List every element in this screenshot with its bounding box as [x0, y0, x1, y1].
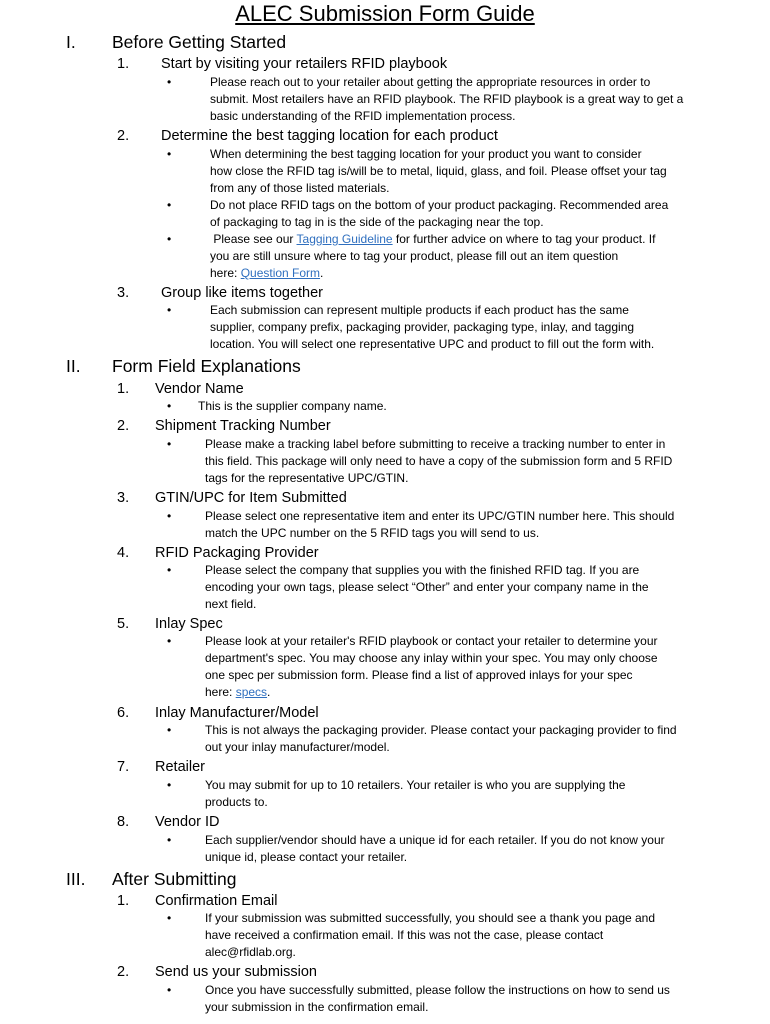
item-number: 2. [117, 964, 130, 980]
bullet-text-line: next field. [205, 597, 257, 611]
bullet-icon: • [167, 509, 172, 523]
bullet-text-line: out your inlay manufacturer/model. [205, 740, 390, 754]
bullet-icon: • [167, 399, 172, 413]
bullet-text-segment: . [320, 266, 324, 280]
item-number: 2. [117, 128, 130, 144]
bullet-icon: • [167, 563, 172, 577]
item-title: Vendor ID [155, 814, 220, 830]
section-numeral: III. [66, 869, 86, 889]
bullet-text-line: unique id, please contact your retailer. [205, 850, 408, 864]
bullet-text-segment: for further advice on where to tag your product. If [392, 232, 656, 246]
bullet-text-line: Each submission can represent multiple products if each product has the same [210, 303, 629, 317]
bullet-text-line: your submission in the confirmation email. [205, 1000, 429, 1014]
item-number: 6. [117, 705, 130, 721]
bullet-icon: • [167, 232, 172, 246]
bullet-text-line: products to. [205, 795, 268, 809]
bullet-icon: • [167, 723, 172, 737]
question-form-link[interactable]: Question Form [240, 266, 321, 280]
bullet-text-line: this field. This package will only need to have a copy of the submission form and 5 RFID [205, 454, 673, 468]
bullet-text-segment: . [267, 685, 271, 699]
bullet-text-line: Please look at your retailer's RFID playbook or contact your retailer to determine your [205, 634, 658, 648]
bullet-text-line [205, 684, 658, 701]
bullet-text-line: department's spec. You may choose any inlay within your spec. You may only choose [205, 651, 658, 665]
bullet-text-line: Each supplier/vendor should have a unique id for each retailer. If you do not know your [205, 833, 665, 847]
item-number: 7. [117, 759, 130, 775]
item-number: 1. [117, 893, 130, 909]
bullet-text-line: tags for the representative UPC/GTIN. [205, 471, 409, 485]
item-title: GTIN/UPC for Item Submitted [155, 490, 347, 506]
bullet-icon: • [167, 983, 172, 997]
section-title: Before Getting Started [112, 32, 287, 52]
item-number: 1. [117, 381, 130, 397]
bullet-text-segment: here: [205, 685, 236, 699]
section-title: Form Field Explanations [112, 356, 301, 376]
bullet-text-line: Please make a tracking label before submitting to receive a tracking number to enter in [205, 437, 666, 451]
item-number: 5. [117, 616, 130, 632]
bullet-text-line: how close the RFID tag is/will be to metal, liquid, glass, and foil. Please offset your tag [210, 164, 667, 178]
bullet-text-line: Please select one representative item and enter its UPC/GTIN number here. This should [205, 509, 675, 523]
bullet-text-line: Once you have successfully submitted, please follow the instructions on how to send us [205, 983, 670, 997]
item-title: RFID Packaging Provider [155, 545, 319, 561]
item-title: Vendor Name [155, 381, 244, 397]
bullet-icon: • [167, 634, 172, 648]
bullet-text-line [210, 231, 655, 248]
bullet-text-segment: Please see our [213, 232, 297, 246]
bullet-text-line: basic understanding of the RFID implementation process. [210, 109, 516, 123]
bullet-icon: • [167, 303, 172, 317]
bullet-text-line: This is the supplier company name. [198, 399, 387, 413]
item-title: Inlay Spec [155, 616, 223, 632]
page-title: ALEC Submission Form Guide [235, 1, 535, 26]
bullet-text-line: supplier, company prefix, packaging provider, packaging type, inlay, and tagging [210, 320, 635, 334]
bullet-text-line: match the UPC number on the 5 RFID tags you will send to us. [205, 526, 540, 540]
item-number: 4. [117, 545, 130, 561]
bullet-icon: • [167, 778, 172, 792]
bullet-text-line: Do not place RFID tags on the bottom of your product packaging. Recommended area [210, 198, 669, 212]
bullet-text-line: submit. Most retailers have an RFID playbook. The RFID playbook is a great way to get a [210, 92, 684, 106]
bullet-text-line: have received a confirmation email. If this was not the case, please contact [205, 928, 604, 942]
item-title: Send us your submission [155, 964, 317, 980]
item-number: 8. [117, 814, 130, 830]
bullet-text-line [210, 265, 655, 282]
item-number: 3. [117, 490, 130, 506]
item-title: Retailer [155, 759, 205, 775]
section-numeral: II. [66, 356, 81, 376]
bullet-text-line: Please reach out to your retailer about getting the appropriate resources in order to [210, 75, 651, 89]
bullet-text-line: from any of those listed materials. [210, 181, 390, 195]
bullet-text-line: one spec per submission form. Please find a list of approved inlays for your spec [205, 668, 633, 682]
item-title: Shipment Tracking Number [155, 418, 331, 434]
item-title: Determine the best tagging location for each product [161, 128, 498, 144]
bullet-text-line: alec@rfidlab.org. [205, 945, 296, 959]
section-title: After Submitting [112, 869, 237, 889]
bullet-text-line: You may submit for up to 10 retailers. Your retailer is who you are supplying the [205, 778, 626, 792]
item-title: Confirmation Email [155, 893, 278, 909]
bullet-text-line: location. You will select one representative UPC and product to fill out the form with. [210, 337, 655, 351]
item-title: Inlay Manufacturer/Model [155, 705, 319, 721]
item-number: 2. [117, 418, 130, 434]
section-numeral: I. [66, 32, 76, 52]
bullet-text-line: If your submission was submitted successfully, you should see a thank you page and [205, 911, 656, 925]
bullet-text-line: you are still unsure where to tag your product, please fill out an item question [210, 249, 619, 263]
item-number: 1. [117, 56, 130, 72]
bullet-text-segment: here: [210, 266, 241, 280]
bullet-text-line: When determining the best tagging location for your product you want to consider [210, 147, 642, 161]
bullet-text-line: of packaging to tag in is the side of the packaging near the top. [210, 215, 544, 229]
bullet-icon: • [167, 75, 172, 89]
bullet-icon: • [167, 437, 172, 451]
bullet-icon: • [167, 147, 172, 161]
bullet-text-line: encoding your own tags, please select “Other” and enter your company name in the [205, 580, 649, 594]
bullet-icon: • [167, 833, 172, 847]
bullet-icon: • [167, 198, 172, 212]
bullet-text-line: Please select the company that supplies you with the finished RFID tag. If you are [205, 563, 640, 577]
item-number: 3. [117, 285, 130, 301]
bullet-icon: • [167, 911, 172, 925]
specs-link[interactable]: specs [235, 685, 268, 699]
item-title: Group like items together [161, 285, 323, 301]
item-title: Start by visiting your retailers RFID playbook [161, 56, 448, 72]
tagging-guideline-link[interactable]: Tagging Guideline [296, 232, 393, 246]
bullet-text-line: This is not always the packaging provider. Please contact your packaging provider to find [205, 723, 677, 737]
